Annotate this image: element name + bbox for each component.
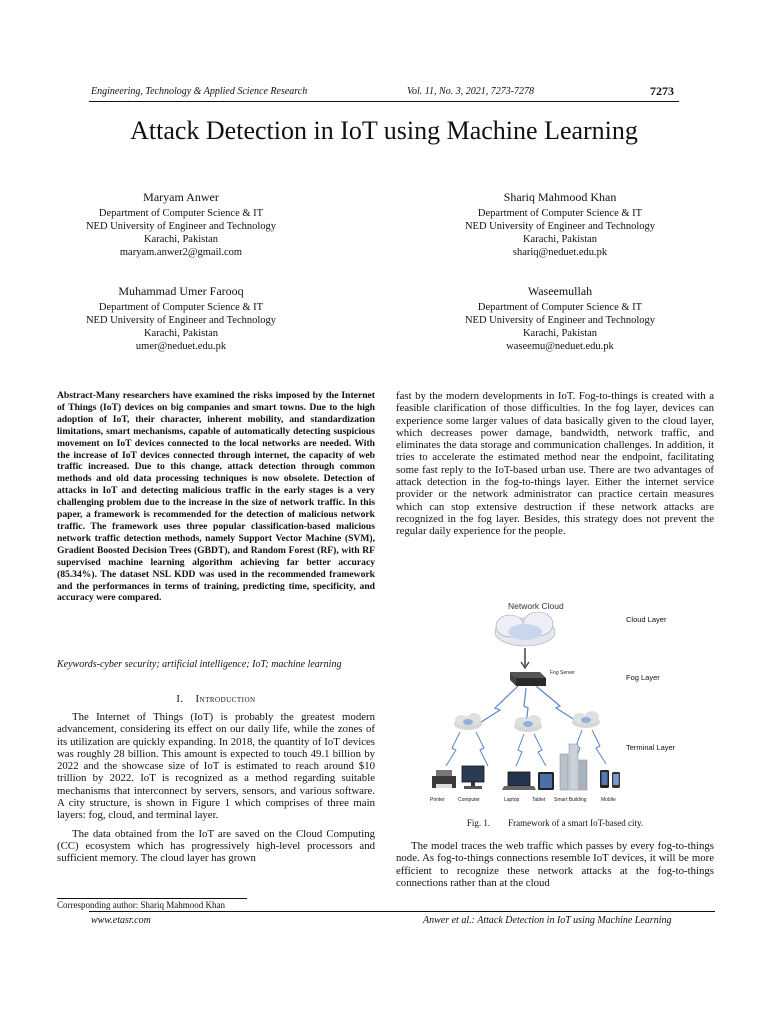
wireless-link-icon [592, 730, 606, 764]
figure-device-label: Mobile [601, 797, 616, 803]
author-block [21, 191, 341, 259]
figure-device-label: Smart Building [554, 797, 587, 803]
mobile-icon [600, 770, 620, 788]
smart-building-icon [560, 744, 587, 790]
author-department: Department of Computer Science & IT [98, 302, 264, 313]
section-heading [57, 694, 375, 705]
fog-node-cloud-icon [572, 711, 600, 728]
author-university: NED University of Engineer and Technology [85, 315, 277, 326]
author-university: NED University of Engineer and Technology [464, 315, 656, 326]
author-block [400, 191, 720, 259]
wireless-link-icon [446, 732, 460, 766]
footnote-rule [57, 898, 247, 899]
laptop-icon [502, 772, 536, 790]
figure-terminal-layer-label: Terminal Layer [626, 743, 676, 752]
figure-network-cloud-label: Network Cloud [508, 601, 564, 611]
paragraph: The data obtained from the IoT are saved on the Cloud Computing (CC) ecosystem which has progressively high-level processors and sufficient memory. The cloud layer has grown [57, 827, 375, 865]
keywords: Keywords-cyber security; artificial intelligence; IoT; machine learning [57, 659, 342, 670]
author-department: Department of Computer Science & IT [477, 208, 643, 219]
author-city: Karachi, Pakistan [522, 234, 598, 245]
paragraph: fast by the modern developments in IoT. Fog-to-things is created with a feasible clarification of those difficulties. In the fog layer, devices can experience some larger values of data basically given to the cloud layer, which decreases power damage, bandwidth, network traffic, and eliminates the data storage and communication challenges. In addition, it tries to accelerate the estimated method near the endpoint, facilitating some fast reply to the IoT-based urban use. There are two advantages of attack detection in the fog-to-things layer. Either the internet service provider or the network administrator can practice certain measures which can stop extensive destruction if these network attacks are recognized in the fog layer. Besides, this strategy does not prevent the regular daily experience for the people. [396, 390, 714, 538]
paragraph: The model traces the web traffic which passes by every fog-to-things node. As fog-to-things connections resemble IoT devices, it will be more efficient to recognize these network attacks at the fog-to-things connections rather than at the cloud [396, 840, 714, 889]
section-title: Introduction [195, 694, 256, 705]
author-block [400, 285, 720, 353]
footnote: Corresponding author: Shariq Mahmood Khan [57, 900, 225, 910]
author-email: shariq@neduet.edu.pk [512, 247, 608, 258]
figure-device-label: Tablet [532, 797, 546, 803]
tablet-icon [538, 772, 554, 790]
figure-fog-server-label: Fog Server [550, 670, 575, 676]
footer-url[interactable]: www.etasr.com [91, 915, 151, 926]
fog-node-cloud-icon [454, 713, 482, 730]
author-university: NED University of Engineer and Technology [85, 221, 277, 232]
author-university: NED University of Engineer and Technology [464, 221, 656, 232]
author-name: Waseemullah [527, 284, 593, 298]
figure-device-label: Computer [458, 797, 480, 803]
author-city: Karachi, Pakistan [522, 328, 598, 339]
printer-icon [432, 770, 456, 788]
author-name: Maryam Anwer [143, 190, 219, 204]
footer-citation: Anwer et al.: Attack Detection in IoT using Machine Learning [423, 915, 672, 926]
fog-server-icon [510, 672, 546, 686]
author-department: Department of Computer Science & IT [98, 208, 264, 219]
figure-cloud-layer-label: Cloud Layer [626, 615, 667, 624]
wireless-link-icon [516, 734, 524, 766]
cloud-icon [495, 612, 555, 646]
paper-title: Attack Detection in IoT using Machine Learning [130, 116, 638, 145]
author-city: Karachi, Pakistan [143, 234, 219, 245]
wireless-link-icon [534, 734, 546, 766]
author-city: Karachi, Pakistan [143, 328, 219, 339]
figure-caption-label: Fig. 1. [466, 818, 491, 828]
author-name: Muhammad Umer Farooq [118, 284, 244, 298]
wireless-link-icon [476, 732, 488, 766]
figure-caption-text: Framework of a smart IoT-based city. [508, 818, 644, 828]
computer-icon [462, 766, 484, 789]
abstract: Abstract-Many researchers have examined the risks imposed by the Internet of Things (IoT) devices on big companies and smart towns. Due to the high adoption of IoT, their character, inherent mobility, and standardization limitations, smart mechanisms, capable of automatically detecting suspicious movement on IoT devices connected to the local networks are needed. With the increase of IoT devices connected through internet, the capacity of web traffic increased. Due to this change, attack detection through common methods and old data processing techniques is now obsolete. Detection of attacks in IoT and detecting malicious traffic in the early stages is a very challenging problem due to the increase in the size of network traffic. In this paper, a framework is recommended for the detection of malicious network traffic. The framework uses three popular classification-based malicious network traffic detection methods, namely Support Vector Machine (SVM), Gradient Boosted Decision Trees (GBDT), and Random Forest (RF), with RF supervised machine learning algorithm achieving far better accuracy (85.34%). The dataset NSL KDD was used in the recommended framework and the performances in terms of training, predicting time, specificity, and accuracy were compared. [57, 390, 375, 604]
figure-smart-city-framework [400, 598, 712, 808]
figure-device-label: Laptop [504, 797, 520, 803]
figure-fog-layer-label: Fog Layer [626, 673, 660, 682]
figure-device-label: Printer [430, 797, 445, 803]
author-email: waseemu@neduet.edu.pk [506, 341, 614, 352]
author-department: Department of Computer Science & IT [477, 302, 643, 313]
author-email: umer@neduet.edu.pk [135, 341, 227, 352]
right-column-text [396, 840, 714, 895]
right-column-text [396, 390, 714, 544]
author-email: maryam.anwer2@gmail.com [119, 247, 243, 258]
wireless-link-icon [478, 686, 518, 724]
page-number: 7273 [650, 84, 674, 98]
introduction-text [57, 711, 375, 871]
paragraph: The Internet of Things (IoT) is probably the greatest modern advancement, considering its effect on our daily life, while the zones of its utilization are quickly expanding. In 2018, the quantity of IoT devices was roughly 28 billion. This amount is expected to touch 49.1 billion by 2022 and the showcase size of IoT is estimated to reach around $10 trillion by 2022. IoT is recognized as a method regarding suitable mechanisms that interconnect by servers, sensors, and various software. A city structure, is shown in Figure 1 which comprises of three main layers: fog, cloud, and terminal layer. [57, 711, 375, 822]
fog-node-cloud-icon [514, 715, 542, 732]
wireless-link-icon [536, 686, 578, 722]
running-header-volume: Vol. 11, No. 3, 2021, 7273-7278 [407, 86, 535, 97]
running-header-journal: Engineering, Technology & Applied Science Research [91, 86, 308, 97]
footer-rule [89, 911, 715, 912]
header-rule [89, 101, 679, 102]
figure-caption [396, 818, 714, 828]
author-block [21, 285, 341, 353]
section-number: I. [176, 694, 184, 705]
author-name: Shariq Mahmood Khan [503, 190, 617, 204]
